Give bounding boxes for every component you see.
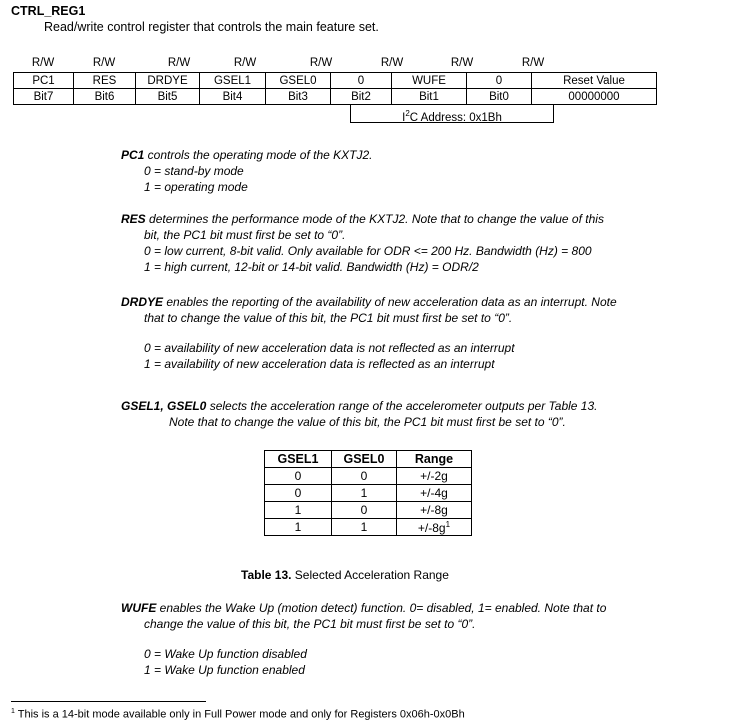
footnote-text: This is a 14-bit mode available only in Full Power mode and only for Registers 0x06h-0x0Bh — [14, 708, 465, 721]
range-cell: 1 — [332, 485, 397, 502]
i2c-suffix: C Address: 0x1Bh — [409, 111, 502, 124]
register-bits-row — [14, 89, 657, 105]
range-value: +/-8g — [417, 520, 446, 535]
range-cell: 0 — [332, 468, 397, 485]
access-bit2: R/W — [380, 57, 404, 69]
i2c-address — [350, 105, 554, 123]
reg-name-cell: WUFE — [392, 73, 467, 89]
range-cell — [397, 519, 472, 536]
pc1-section — [121, 147, 372, 195]
range-cell: 0 — [332, 502, 397, 519]
wufe-opt1: 1 = Wake Up function enabled — [144, 663, 305, 677]
pc1-term: PC1 — [121, 148, 145, 162]
access-bit4: R/W — [233, 57, 257, 69]
range-header-cell: Range — [397, 451, 472, 468]
table-row — [265, 519, 472, 536]
drdye-section — [121, 294, 617, 372]
gsel-term: GSEL1, GSEL0 — [121, 399, 207, 413]
reg-bit-cell: Bit7 — [14, 89, 74, 105]
range-table-header — [265, 451, 472, 468]
i2c-prefix: I — [402, 111, 406, 124]
reg-name-cell: PC1 — [14, 73, 74, 89]
drdye-opt0: 0 = availability of new acceleration data is not reflected as an interrupt — [144, 341, 515, 355]
gsel-desc: selects the acceleration range of the accelerometer outputs per Table 13. — [206, 399, 598, 413]
register-names-row — [14, 73, 657, 89]
drdye-opt1: 1 = availability of new acceleration data is reflected as an interrupt — [144, 357, 495, 371]
reg-bit-cell: 00000000 — [532, 89, 657, 105]
res-opt1: 1 = high current, 12-bit or 14-bit valid. Bandwidth (Hz) = ODR/2 — [144, 260, 479, 274]
range-cell: 1 — [332, 519, 397, 536]
pc1-opt1: 1 = operating mode — [144, 180, 248, 194]
range-table — [264, 450, 472, 536]
gsel-section — [121, 398, 597, 430]
access-bit7: R/W — [31, 57, 55, 69]
access-bit0: R/W — [521, 57, 545, 69]
access-bit5: R/W — [167, 57, 191, 69]
footnote-divider — [11, 701, 206, 702]
wufe-desc2: change the value of this bit, the PC1 bit must first be set to “0”. — [144, 617, 476, 631]
register-title: CTRL_REG1 — [11, 4, 86, 18]
footnote-ref: 1 — [445, 519, 451, 529]
res-desc2: bit, the PC1 bit must first be set to “0”. — [144, 228, 346, 242]
range-cell: 1 — [265, 502, 332, 519]
drdye-term: DRDYE — [121, 295, 164, 309]
reg-bit-cell: Bit6 — [74, 89, 136, 105]
range-cell: +/-2g — [397, 468, 472, 485]
caption-label: Table 13. — [241, 568, 292, 582]
reg-name-cell: Reset Value — [532, 73, 657, 89]
register-table — [13, 72, 657, 105]
i2c-sup: 2 — [405, 109, 410, 118]
access-bit6: R/W — [92, 57, 116, 69]
res-desc: determines the performance mode of the KXTJ2. Note that to change the value of this — [145, 212, 604, 226]
pc1-desc: controls the operating mode of the KXTJ2. — [144, 148, 373, 162]
table-caption — [241, 568, 449, 582]
reg-bit-cell: Bit2 — [331, 89, 392, 105]
range-header-cell: GSEL0 — [332, 451, 397, 468]
footnote — [11, 708, 465, 721]
drdye-desc2: that to change the value of this bit, the PC1 bit must first be set to “0”. — [144, 311, 513, 325]
access-bit1: R/W — [450, 57, 474, 69]
res-term: RES — [121, 212, 146, 226]
reg-name-cell: GSEL1 — [200, 73, 266, 89]
reg-name-cell: DRDYE — [136, 73, 200, 89]
gsel-desc2: Note that to change the value of this bit, the PC1 bit must first be set to “0”. — [169, 415, 566, 429]
table-row — [265, 485, 472, 502]
range-cell: 0 — [265, 468, 332, 485]
range-cell: 0 — [265, 485, 332, 502]
access-bit3: R/W — [309, 57, 333, 69]
range-cell: +/-8g — [397, 502, 472, 519]
reg-name-cell: RES — [74, 73, 136, 89]
reg-bit-cell: Bit1 — [392, 89, 467, 105]
caption-text: Selected Acceleration Range — [291, 568, 449, 582]
table-row — [265, 468, 472, 485]
range-cell: 1 — [265, 519, 332, 536]
reg-name-cell: 0 — [467, 73, 532, 89]
reg-name-cell: GSEL0 — [266, 73, 331, 89]
res-section — [121, 211, 604, 275]
reg-name-cell: 0 — [331, 73, 392, 89]
pc1-opt0: 0 = stand-by mode — [144, 164, 244, 178]
reg-bit-cell: Bit4 — [200, 89, 266, 105]
reg-bit-cell: Bit3 — [266, 89, 331, 105]
res-opt0: 0 = low current, 8-bit valid. Only available for ODR <= 200 Hz. Bandwidth (Hz) = 800 — [144, 244, 592, 258]
wufe-opt0: 0 = Wake Up function disabled — [144, 647, 307, 661]
table-row — [265, 502, 472, 519]
drdye-desc: enables the reporting of the availability of new acceleration data as an interrupt. Note — [163, 295, 617, 309]
wufe-section — [121, 600, 606, 678]
reg-bit-cell: Bit0 — [467, 89, 532, 105]
register-subtitle: Read/write control register that controls the main feature set. — [44, 20, 379, 34]
wufe-desc: enables the Wake Up (motion detect) function. 0= disabled, 1= enabled. Note that to — [156, 601, 607, 615]
reg-bit-cell: Bit5 — [136, 89, 200, 105]
range-header-cell: GSEL1 — [265, 451, 332, 468]
wufe-term: WUFE — [121, 601, 157, 615]
range-cell: +/-4g — [397, 485, 472, 502]
footnote-number: 1 — [11, 708, 15, 715]
